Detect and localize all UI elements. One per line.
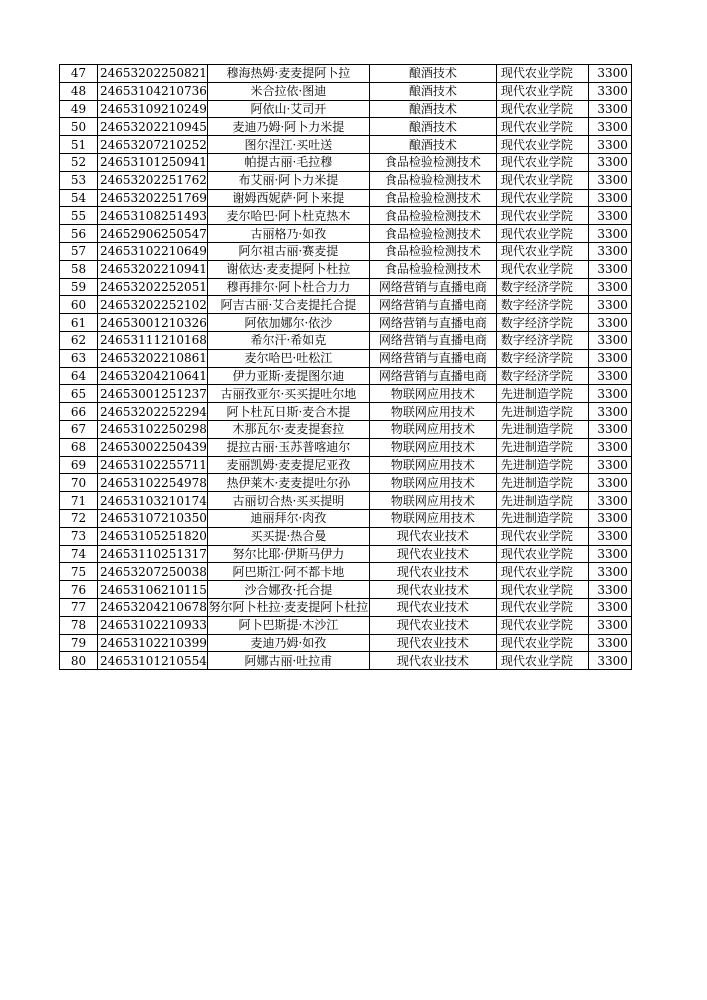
fee-cell: 3300 [588,403,631,421]
major-cell: 物联网应用技术 [369,509,496,527]
table-row [60,563,632,581]
college-cell: 现代农业学院 [496,598,588,616]
student-name-cell: 阿巴斯江·阿不都卡地 [207,563,369,581]
major-cell: 物联网应用技术 [369,492,496,510]
table-row [60,171,632,189]
student-id-cell: 24653102250298 [98,420,208,438]
row-number-cell: 49 [60,100,98,118]
student-id-cell: 24653202210945 [98,118,208,136]
student-name-cell: 穆再排尔·阿卜杜合力力 [207,278,369,296]
table-row [60,420,632,438]
fee-cell: 3300 [588,456,631,474]
student-name-cell: 帕提古丽·毛拉穆 [207,153,369,171]
fee-cell: 3300 [588,563,631,581]
major-cell: 食品检验检测技术 [369,171,496,189]
college-cell: 先进制造学院 [496,456,588,474]
fee-cell: 3300 [588,385,631,403]
major-cell: 现代农业技术 [369,527,496,545]
fee-cell: 3300 [588,527,631,545]
major-cell: 网络营销与直播电商 [369,278,496,296]
student-id-cell: 24653102210399 [98,634,208,652]
fee-cell: 3300 [588,260,631,278]
table-row [60,438,632,456]
fee-cell: 3300 [588,153,631,171]
student-name-cell: 阿卜杜瓦日斯·麦合木提 [207,403,369,421]
student-name-cell: 图尔涅江·买吐送 [207,136,369,154]
table-body [60,65,632,670]
row-number-cell: 74 [60,545,98,563]
table-row [60,153,632,171]
student-name-cell: 阿依加娜尔·依沙 [207,314,369,332]
major-cell: 酿酒技术 [369,136,496,154]
fee-cell: 3300 [588,509,631,527]
table-row [60,278,632,296]
student-id-cell: 24653107210350 [98,509,208,527]
student-name-cell: 麦迪乃姆·如孜 [207,634,369,652]
table-row [60,492,632,510]
student-id-cell: 24653202251762 [98,171,208,189]
student-name-cell: 麦尔哈巴·阿卜杜克热木 [207,207,369,225]
student-name-cell: 沙合娜孜·托合提 [207,581,369,599]
major-cell: 现代农业技术 [369,563,496,581]
fee-cell: 3300 [588,296,631,314]
fee-cell: 3300 [588,331,631,349]
row-number-cell: 69 [60,456,98,474]
student-id-cell: 24653202252294 [98,403,208,421]
college-cell: 现代农业学院 [496,260,588,278]
college-cell: 现代农业学院 [496,242,588,260]
student-name-cell: 买买提·热合曼 [207,527,369,545]
fee-cell: 3300 [588,118,631,136]
major-cell: 现代农业技术 [369,634,496,652]
major-cell: 物联网应用技术 [369,474,496,492]
college-cell: 现代农业学院 [496,652,588,670]
student-id-cell: 24653108251493 [98,207,208,225]
major-cell: 食品检验检测技术 [369,242,496,260]
row-number-cell: 67 [60,420,98,438]
college-cell: 现代农业学院 [496,527,588,545]
major-cell: 现代农业技术 [369,545,496,563]
table-row [60,598,632,616]
major-cell: 酿酒技术 [369,118,496,136]
student-id-cell: 24653204210678 [98,598,208,616]
student-id-cell: 24653110251317 [98,545,208,563]
fee-cell: 3300 [588,171,631,189]
table-row [60,616,632,634]
fee-cell: 3300 [588,242,631,260]
student-id-cell: 24653202250821 [98,65,208,83]
row-number-cell: 51 [60,136,98,154]
student-id-cell: 24653104210736 [98,82,208,100]
college-cell: 现代农业学院 [496,545,588,563]
table-row [60,260,632,278]
table-row [60,456,632,474]
student-name-cell: 米合拉依·图迪 [207,82,369,100]
row-number-cell: 57 [60,242,98,260]
row-number-cell: 55 [60,207,98,225]
fee-cell: 3300 [588,82,631,100]
college-cell: 数字经济学院 [496,314,588,332]
student-name-cell: 阿依山·艾司开 [207,100,369,118]
student-id-cell: 24653111210168 [98,331,208,349]
student-name-cell: 古丽切合热·买买提明 [207,492,369,510]
fee-cell: 3300 [588,492,631,510]
student-name-cell: 阿吉古丽·艾合麦提托合提 [207,296,369,314]
major-cell: 现代农业技术 [369,598,496,616]
table-row [60,474,632,492]
student-id-cell: 24653109210249 [98,100,208,118]
table-row [60,118,632,136]
student-id-cell: 24653207210252 [98,136,208,154]
student-id-cell: 24653102210933 [98,616,208,634]
row-number-cell: 61 [60,314,98,332]
student-id-cell: 24653207250038 [98,563,208,581]
student-id-cell: 24653202251769 [98,189,208,207]
major-cell: 物联网应用技术 [369,385,496,403]
college-cell: 现代农业学院 [496,616,588,634]
college-cell: 现代农业学院 [496,581,588,599]
student-id-cell: 24653105251820 [98,527,208,545]
student-name-cell: 木那瓦尔·麦麦提套拉 [207,420,369,438]
fee-cell: 3300 [588,616,631,634]
student-name-cell: 阿尔祖古丽·赛麦提 [207,242,369,260]
major-cell: 食品检验检测技术 [369,189,496,207]
student-id-cell: 24653202252102 [98,296,208,314]
college-cell: 先进制造学院 [496,438,588,456]
table-row [60,545,632,563]
major-cell: 食品检验检测技术 [369,260,496,278]
major-cell: 食品检验检测技术 [369,207,496,225]
row-number-cell: 54 [60,189,98,207]
fee-cell: 3300 [588,278,631,296]
table-row [60,509,632,527]
fee-cell: 3300 [588,349,631,367]
table-row [60,314,632,332]
table-row [60,242,632,260]
row-number-cell: 63 [60,349,98,367]
table-row [60,367,632,385]
college-cell: 现代农业学院 [496,189,588,207]
student-id-cell: 24653202252051 [98,278,208,296]
major-cell: 物联网应用技术 [369,438,496,456]
table-row [60,82,632,100]
row-number-cell: 53 [60,171,98,189]
student-id-cell: 24653202210941 [98,260,208,278]
student-id-cell: 24653002250439 [98,438,208,456]
student-name-cell: 麦丽凯姆·麦麦提尼亚孜 [207,456,369,474]
major-cell: 网络营销与直播电商 [369,367,496,385]
student-id-cell: 24653001210326 [98,314,208,332]
major-cell: 物联网应用技术 [369,420,496,438]
major-cell: 现代农业技术 [369,581,496,599]
table-row [60,207,632,225]
fee-cell: 3300 [588,65,631,83]
student-fee-table [59,64,632,670]
student-name-cell: 阿卜巴斯提·木沙江 [207,616,369,634]
college-cell: 现代农业学院 [496,171,588,189]
student-id-cell: 24653102255711 [98,456,208,474]
student-name-cell: 古丽格乃·如孜 [207,225,369,243]
major-cell: 酿酒技术 [369,100,496,118]
row-number-cell: 47 [60,65,98,83]
student-id-cell: 24653102210649 [98,242,208,260]
fee-cell: 3300 [588,438,631,456]
row-number-cell: 58 [60,260,98,278]
college-cell: 先进制造学院 [496,474,588,492]
table-row [60,403,632,421]
college-cell: 现代农业学院 [496,634,588,652]
major-cell: 网络营销与直播电商 [369,314,496,332]
student-name-cell: 希尔汗·希如克 [207,331,369,349]
table-row [60,296,632,314]
major-cell: 网络营销与直播电商 [369,349,496,367]
student-name-cell: 提拉古丽·玉苏普喀迪尔 [207,438,369,456]
college-cell: 现代农业学院 [496,563,588,581]
student-id-cell: 24652906250547 [98,225,208,243]
row-number-cell: 73 [60,527,98,545]
student-id-cell: 24653101250941 [98,153,208,171]
fee-cell: 3300 [588,189,631,207]
major-cell: 食品检验检测技术 [369,153,496,171]
student-id-cell: 24653103210174 [98,492,208,510]
student-name-cell: 古丽孜亚尔·买买提吐尔地 [207,385,369,403]
fee-cell: 3300 [588,100,631,118]
row-number-cell: 66 [60,403,98,421]
table-row [60,189,632,207]
fee-cell: 3300 [588,652,631,670]
table-row [60,385,632,403]
table-row [60,65,632,83]
table-row [60,331,632,349]
college-cell: 现代农业学院 [496,207,588,225]
college-cell: 现代农业学院 [496,82,588,100]
fee-cell: 3300 [588,367,631,385]
major-cell: 食品检验检测技术 [369,225,496,243]
college-cell: 先进制造学院 [496,385,588,403]
college-cell: 数字经济学院 [496,367,588,385]
row-number-cell: 71 [60,492,98,510]
college-cell: 现代农业学院 [496,136,588,154]
major-cell: 现代农业技术 [369,652,496,670]
student-id-cell: 24653001251237 [98,385,208,403]
row-number-cell: 50 [60,118,98,136]
student-name-cell: 谢姆西妮萨·阿卜来提 [207,189,369,207]
student-id-cell: 24653101210554 [98,652,208,670]
student-name-cell: 谢依达·麦麦提阿卜杜拉 [207,260,369,278]
fee-cell: 3300 [588,225,631,243]
college-cell: 现代农业学院 [496,153,588,171]
student-name-cell: 布艾丽·阿卜力米提 [207,171,369,189]
student-id-cell: 24653102254978 [98,474,208,492]
student-name-cell: 迪丽拜尔·肉孜 [207,509,369,527]
student-id-cell: 24653202210861 [98,349,208,367]
college-cell: 现代农业学院 [496,100,588,118]
college-cell: 先进制造学院 [496,403,588,421]
row-number-cell: 48 [60,82,98,100]
major-cell: 酿酒技术 [369,65,496,83]
row-number-cell: 70 [60,474,98,492]
table-row [60,136,632,154]
college-cell: 数字经济学院 [496,349,588,367]
table-row [60,652,632,670]
row-number-cell: 79 [60,634,98,652]
student-name-cell: 伊力亚斯·麦提图尔迪 [207,367,369,385]
row-number-cell: 60 [60,296,98,314]
college-cell: 现代农业学院 [496,225,588,243]
fee-cell: 3300 [588,314,631,332]
row-number-cell: 59 [60,278,98,296]
major-cell: 物联网应用技术 [369,456,496,474]
fee-cell: 3300 [588,634,631,652]
major-cell: 酿酒技术 [369,82,496,100]
student-name-cell: 麦尔哈巴·吐松江 [207,349,369,367]
major-cell: 物联网应用技术 [369,403,496,421]
student-id-cell: 24653106210115 [98,581,208,599]
fee-cell: 3300 [588,545,631,563]
college-cell: 数字经济学院 [496,331,588,349]
student-id-cell: 24653204210641 [98,367,208,385]
row-number-cell: 64 [60,367,98,385]
row-number-cell: 75 [60,563,98,581]
college-cell: 先进制造学院 [496,420,588,438]
row-number-cell: 80 [60,652,98,670]
table-row [60,225,632,243]
fee-cell: 3300 [588,420,631,438]
table-row [60,527,632,545]
student-name-cell: 阿娜古丽·吐拉甫 [207,652,369,670]
college-cell: 数字经济学院 [496,296,588,314]
table-row [60,349,632,367]
student-name-cell: 热伊莱木·麦麦提吐尔孙 [207,474,369,492]
college-cell: 先进制造学院 [496,492,588,510]
table-row [60,100,632,118]
row-number-cell: 78 [60,616,98,634]
fee-cell: 3300 [588,474,631,492]
student-name-cell: 麦迪乃姆·阿卜力米提 [207,118,369,136]
college-cell: 数字经济学院 [496,278,588,296]
student-name-cell: 穆海热姆·麦麦提阿卜拉 [207,65,369,83]
table-row [60,581,632,599]
row-number-cell: 72 [60,509,98,527]
fee-cell: 3300 [588,581,631,599]
row-number-cell: 65 [60,385,98,403]
row-number-cell: 62 [60,331,98,349]
major-cell: 现代农业技术 [369,616,496,634]
major-cell: 网络营销与直播电商 [369,296,496,314]
row-number-cell: 76 [60,581,98,599]
major-cell: 网络营销与直播电商 [369,331,496,349]
table-row [60,634,632,652]
college-cell: 现代农业学院 [496,118,588,136]
student-name-cell: 努尔比耶·伊斯马伊力 [207,545,369,563]
fee-cell: 3300 [588,598,631,616]
row-number-cell: 68 [60,438,98,456]
fee-cell: 3300 [588,207,631,225]
college-cell: 现代农业学院 [496,65,588,83]
fee-cell: 3300 [588,136,631,154]
student-name-cell: 努尔阿卜杜拉·麦麦提阿卜杜拉 [208,600,369,615]
row-number-cell: 52 [60,153,98,171]
college-cell: 先进制造学院 [496,509,588,527]
row-number-cell: 56 [60,225,98,243]
row-number-cell: 77 [60,598,98,616]
